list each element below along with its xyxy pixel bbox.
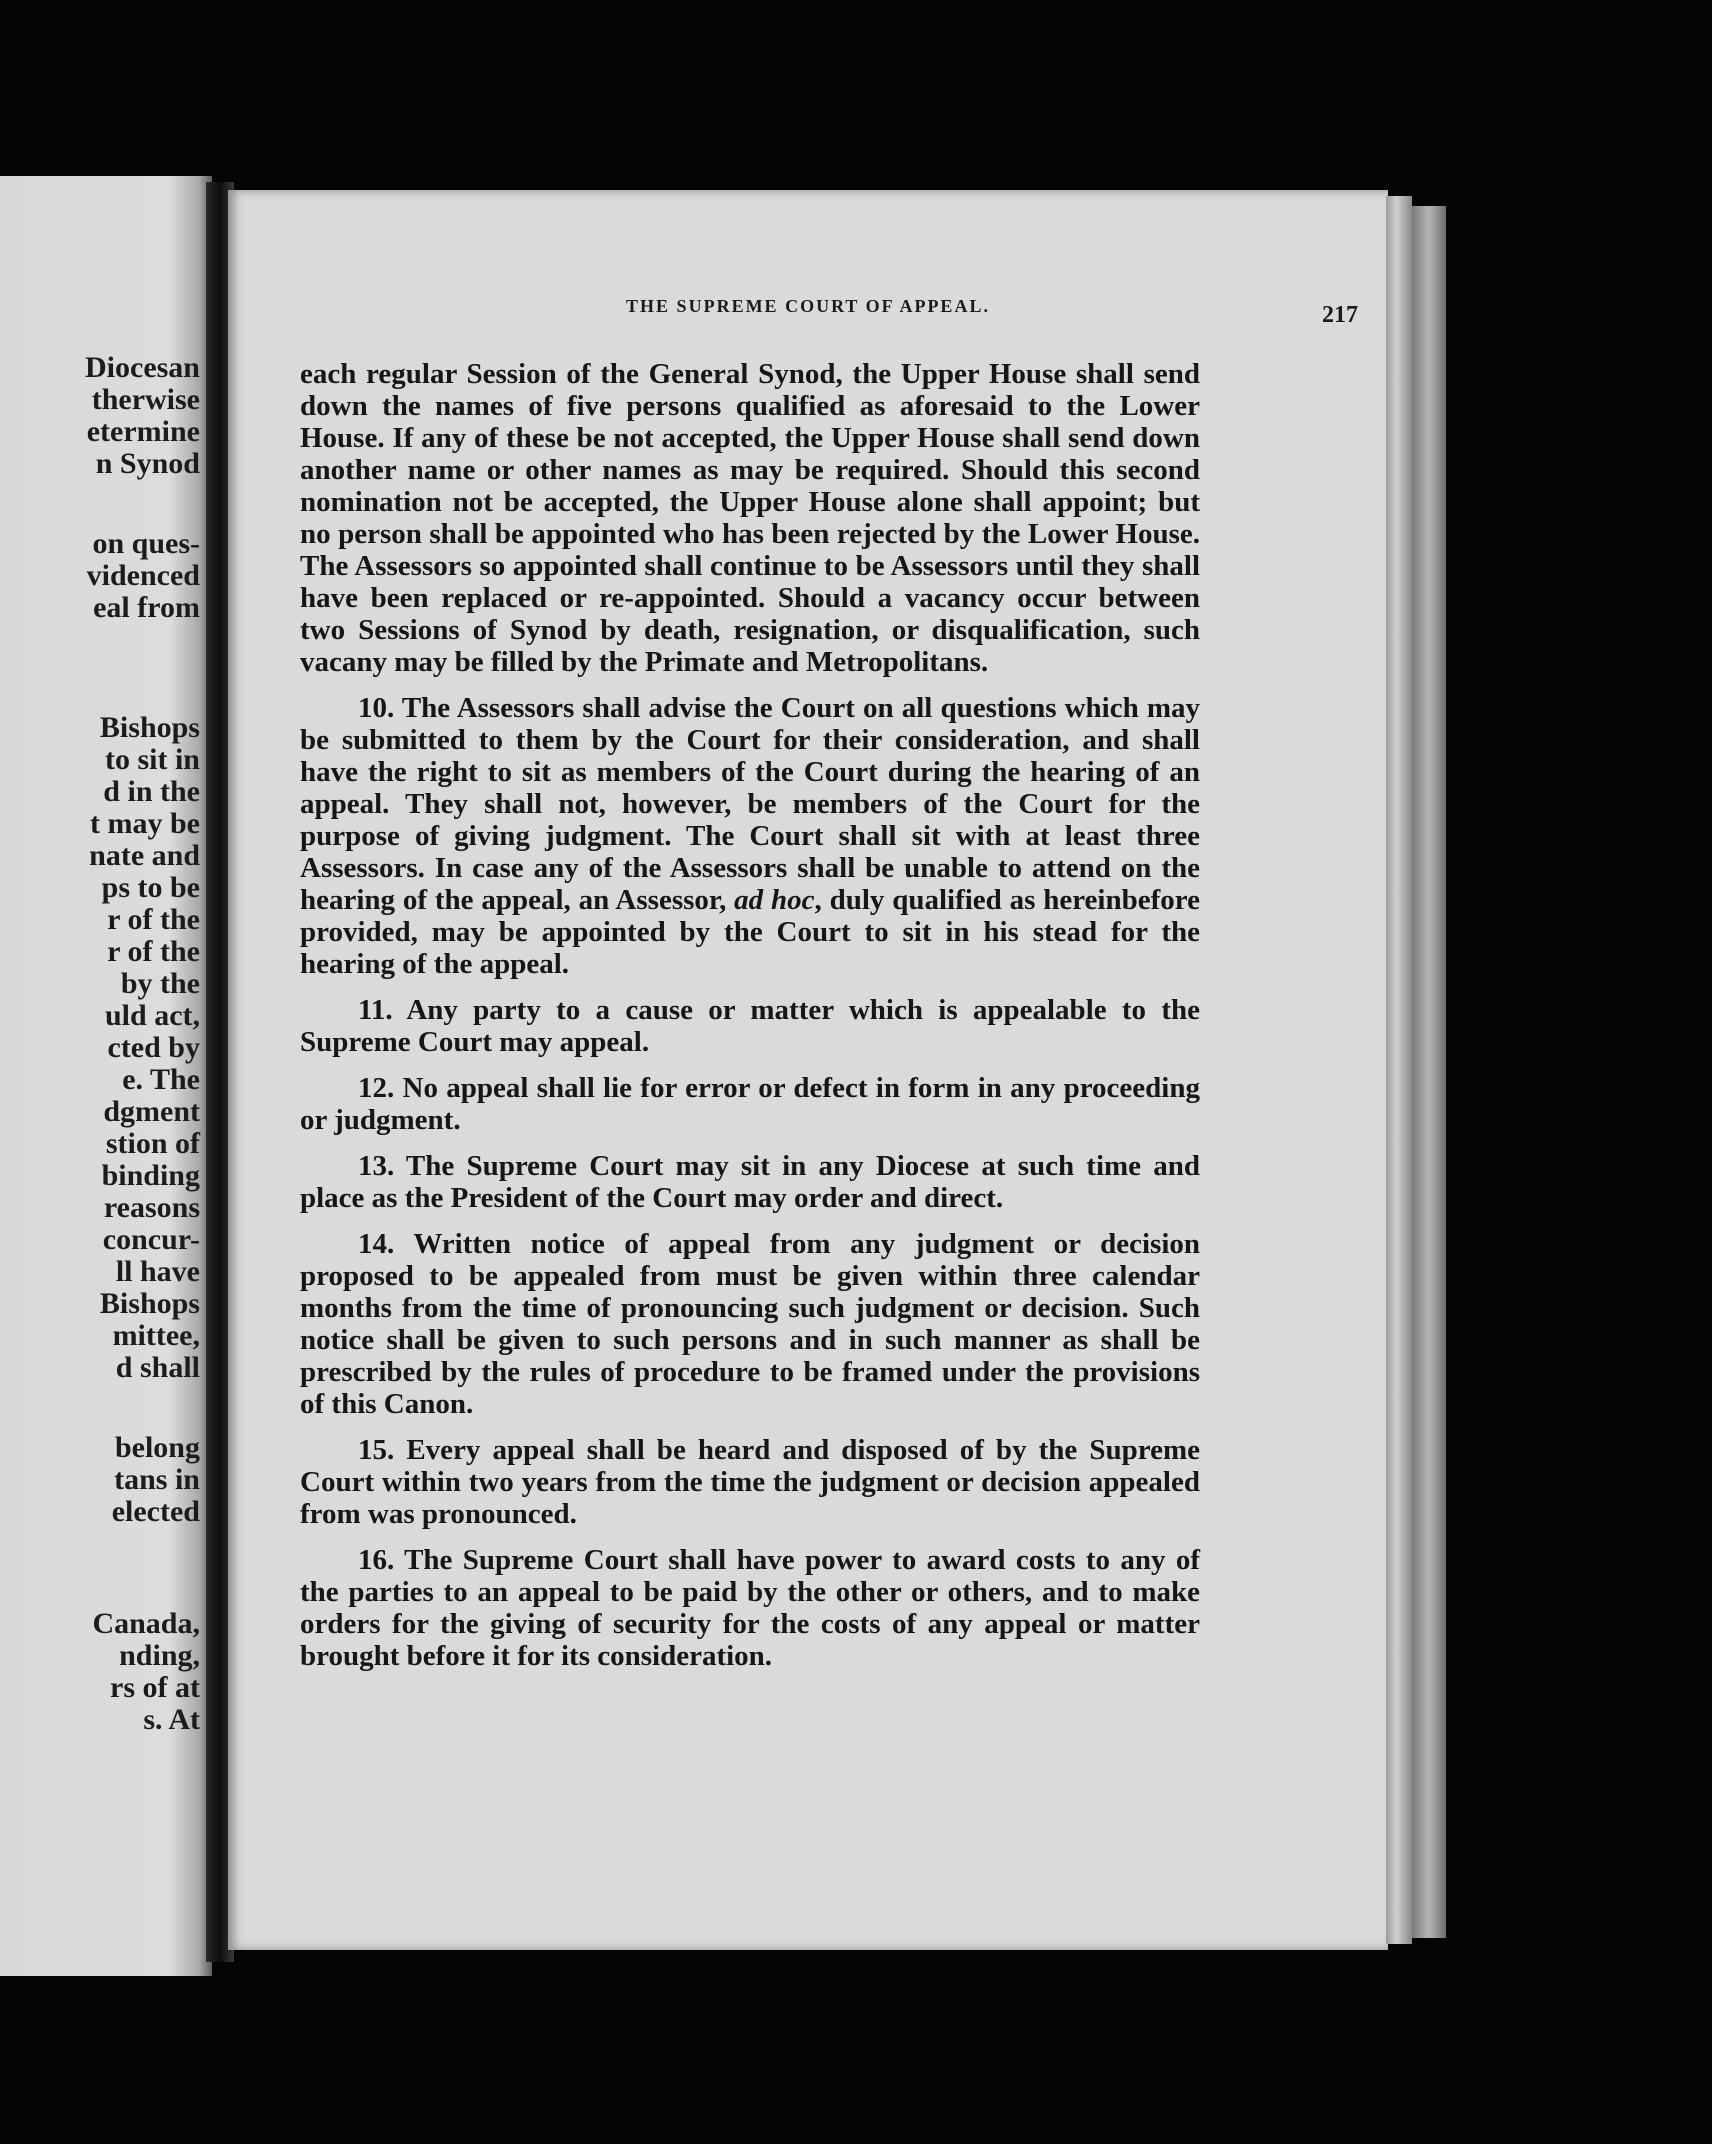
left-fragment: n Synod [95, 447, 200, 480]
left-fragment: Bishops [99, 711, 200, 744]
paragraph-12: 12. No appeal shall lie for error or defect in form in any proceeding or judgment. [300, 1072, 1200, 1136]
running-head: THE SUPREME COURT OF APPEAL. [626, 296, 990, 316]
left-fragment: s. At [143, 1703, 200, 1736]
left-fragment: stion of [105, 1127, 200, 1160]
paragraph-14: 14. Written notice of appeal from any judgment or decision proposed to be appealed from must be given within three calendar months from the time of pronouncing such judgment or decision. Such notice shall be given to such persons and in such manner as shall be prescribed by the rules of procedure to be framed under the provisions of this Canon. [300, 1228, 1200, 1420]
body-text [300, 358, 1200, 1686]
paragraph-13: 13. The Supreme Court may sit in any Diocese at such time and place as the President of the Court may order and direct. [300, 1150, 1200, 1214]
left-fragment: Bishops [99, 1287, 200, 1320]
paragraph-16: 16. The Supreme Court shall have power to award costs to any of the parties to an appeal to be paid by the other or others, and to make orders for the giving of security for the costs of any appeal or matter brought before it for its consideration. [300, 1544, 1200, 1672]
paragraph-11: 11. Any party to a cause or matter which is appealable to the Supreme Court may appeal. [300, 994, 1200, 1058]
left-fragment: to sit in [104, 743, 200, 776]
left-fragment: reasons [103, 1191, 200, 1224]
left-fragment: videnced [86, 559, 200, 592]
left-fragment: mittee, [112, 1319, 200, 1352]
left-fragment: Canada, [92, 1607, 200, 1640]
left-fragment: concur- [102, 1223, 200, 1256]
paragraph-continuation: each regular Session of the General Synod, the Upper House shall send down the names of five persons qualified as aforesaid to the Lower House. If any of these be not accepted, the Upper House shall send down another name or other names as may be required. Should this second nomination not be accepted, the Upper House alone shall appoint; but no person shall be appointed who has been rejected by the Lower House. The Assessors so appointed shall continue to be Assessors until they shall have been replaced or re-appointed. Should a vacancy occur between two Sessions of Synod by death, resignation, or disqualification, such vacany may be filled by the Primate and Metropolitans. [300, 358, 1200, 678]
page-number: 217 [1322, 302, 1358, 328]
right-page [228, 190, 1388, 1950]
left-fragment: on ques- [92, 527, 200, 560]
left-fragment: therwise [91, 383, 200, 416]
left-fragment: belong [114, 1431, 200, 1464]
left-fragment: tans in [114, 1463, 200, 1496]
left-fragment: uld act, [104, 999, 200, 1032]
left-fragment: elected [111, 1495, 200, 1528]
left-fragment: ps to be [101, 871, 200, 904]
left-fragment: dgment [103, 1095, 200, 1128]
left-fragment: ll have [115, 1255, 200, 1288]
left-fragment: t may be [90, 807, 200, 840]
left-fragment: cted by [107, 1031, 200, 1064]
left-fragment: nding, [119, 1639, 200, 1672]
left-fragment: Diocesan [85, 351, 200, 384]
left-fragment: etermine [86, 415, 200, 448]
left-fragment: e. The [122, 1063, 200, 1096]
left-fragment: d shall [115, 1351, 200, 1384]
left-fragment: r of the [107, 903, 200, 936]
left-page [0, 176, 212, 1976]
book-cover-edge [1412, 206, 1446, 1938]
paragraph-15: 15. Every appeal shall be heard and disposed of by the Supreme Court within two years from the time the judgment or decision appealed from was pronounced. [300, 1434, 1200, 1530]
paragraph-10: 10. The Assessors shall advise the Court on all questions which may be submitted to them by the Court for their consideration, and shall have the right to sit as members of the Court during the hearing of an appeal. They shall not, however, be members of the Court for the purpose of giving judgment. The Court shall sit with at least three Assessors. In case any of the Assessors shall be unable to attend on the hearing of the appeal, an Assessor, ad hoc, duly qualified as hereinbefore provided, may be appointed by the Court to sit in his stead for the hearing of the appeal. [300, 692, 1200, 980]
left-fragment: d in the [103, 775, 200, 808]
left-fragment: nate and [89, 839, 200, 872]
left-fragment: rs of at [110, 1671, 200, 1704]
left-fragment: r of the [107, 935, 200, 968]
left-fragment: binding [101, 1159, 200, 1192]
left-fragment: eal from [93, 591, 200, 624]
page-edges [1386, 196, 1412, 1944]
left-fragment: by the [120, 967, 200, 1000]
